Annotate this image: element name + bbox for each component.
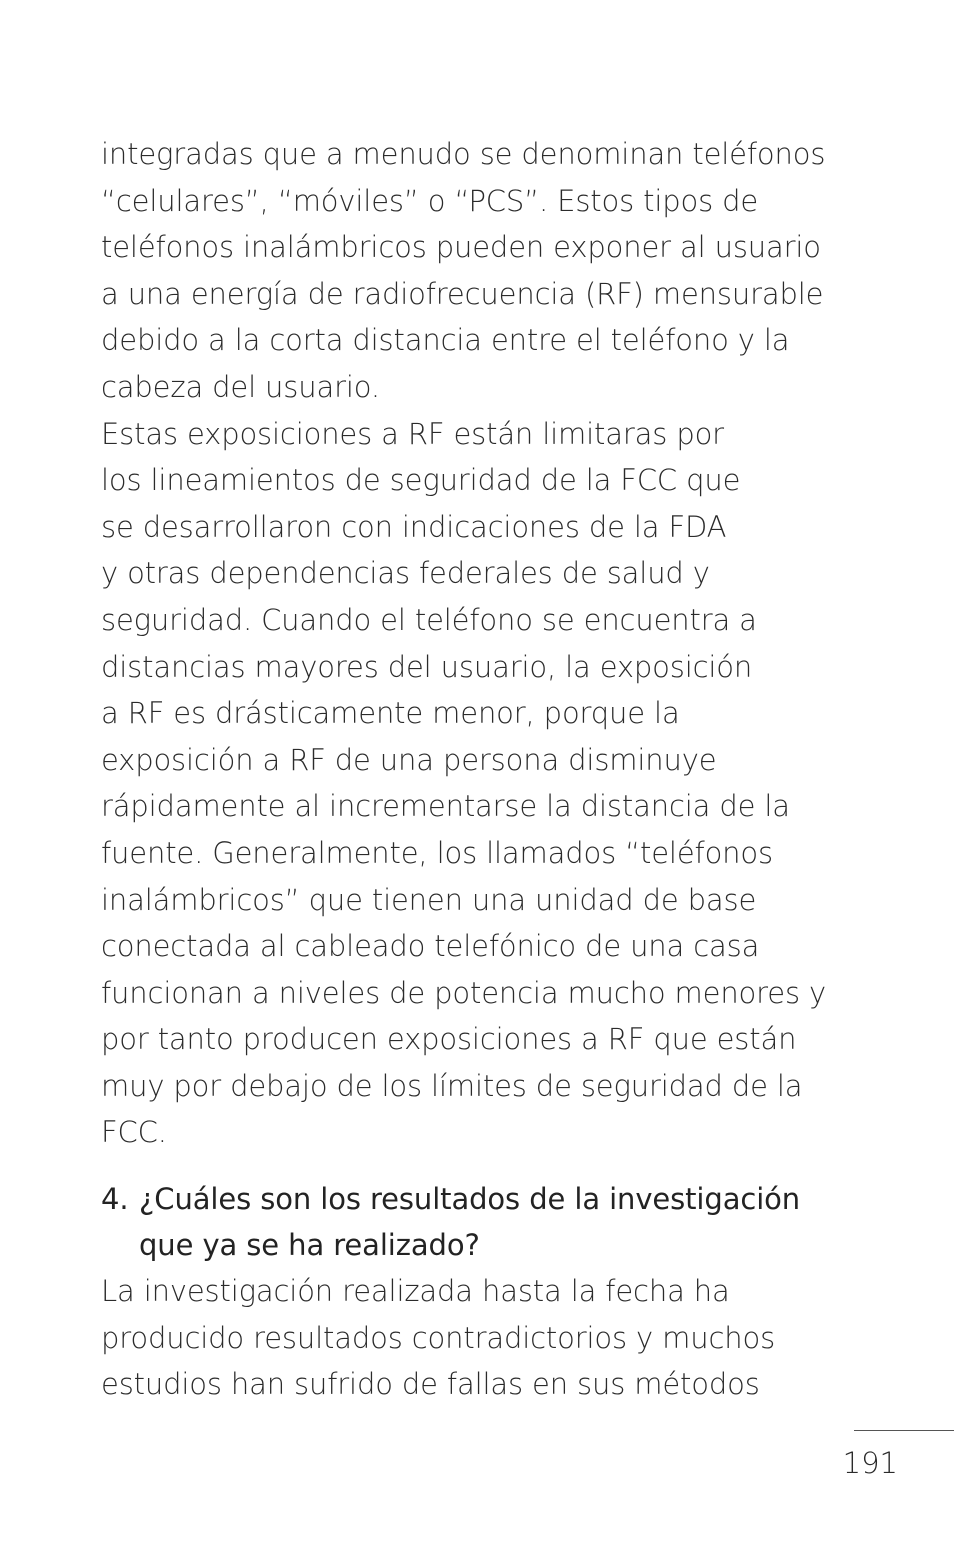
text-line: conectada al cableado telefónico de una casa [101,929,760,964]
page-content [101,131,891,1408]
text-line: a una energía de radiofrecuencia (RF) mensurable [101,276,824,311]
text-line: “celulares”, “móviles” o “PCS”. Estos tipos de [101,183,759,218]
text-line: integradas que a menudo se denominan teléfonos [101,137,826,171]
text-line: distancias mayores del usuario, la exposición [101,649,753,684]
text-line: FCC. [101,1115,167,1150]
text-line: La investigación realizada hasta la fecha ha [101,1274,730,1309]
text-line: por tanto producen exposiciones a RF que están [101,1022,797,1057]
text-line: seguridad. Cuando el teléfono se encuentra a [101,602,757,637]
text-line: funcionan a niveles de potencia mucho menores y [101,975,827,1010]
text-line: y otras dependencias federales de salud y [101,556,710,591]
text-line: exposición a RF de una persona disminuye [101,742,717,777]
text-line: rápidamente al incrementarse la distancia de la [101,789,790,824]
footer-divider [854,1430,954,1431]
page-number: 191 [842,1446,898,1480]
heading-line: que ya se ha realizado? [139,1228,480,1263]
text-line: los lineamientos de seguridad de la FCC que [101,463,741,498]
text-line: Estas exposiciones a RF están limitaras por [101,416,724,451]
heading-line: ¿Cuáles son los resultados de la investigación [139,1182,801,1217]
text-line: fuente. Generalmente, los llamados “teléfonos [101,835,773,870]
text-line: cabeza del usuario. [101,369,380,404]
text-line: teléfonos inalámbricos pueden exponer al usuario [101,230,821,265]
paragraph-research-results [101,1268,891,1408]
text-line: debido a la corta distancia entre el teléfono y la [101,323,790,358]
section-heading [101,1176,891,1268]
paragraph-fcc-guidelines [101,411,891,1157]
paragraph-exposure-intro [101,131,891,411]
text-line: inalámbricos” que tienen una unidad de base [101,882,757,917]
section-number: 4. [101,1182,129,1217]
text-line: a RF es drásticamente menor, porque la [101,696,680,731]
text-line: estudios han sufrido de fallas en sus métodos [101,1367,760,1402]
text-line: producido resultados contradictorios y muchos [101,1320,776,1355]
section-heading-text [139,1176,800,1268]
text-line: se desarrollaron con indicaciones de la FDA [101,509,727,544]
text-line: muy por debajo de los límites de seguridad de la [101,1068,803,1103]
